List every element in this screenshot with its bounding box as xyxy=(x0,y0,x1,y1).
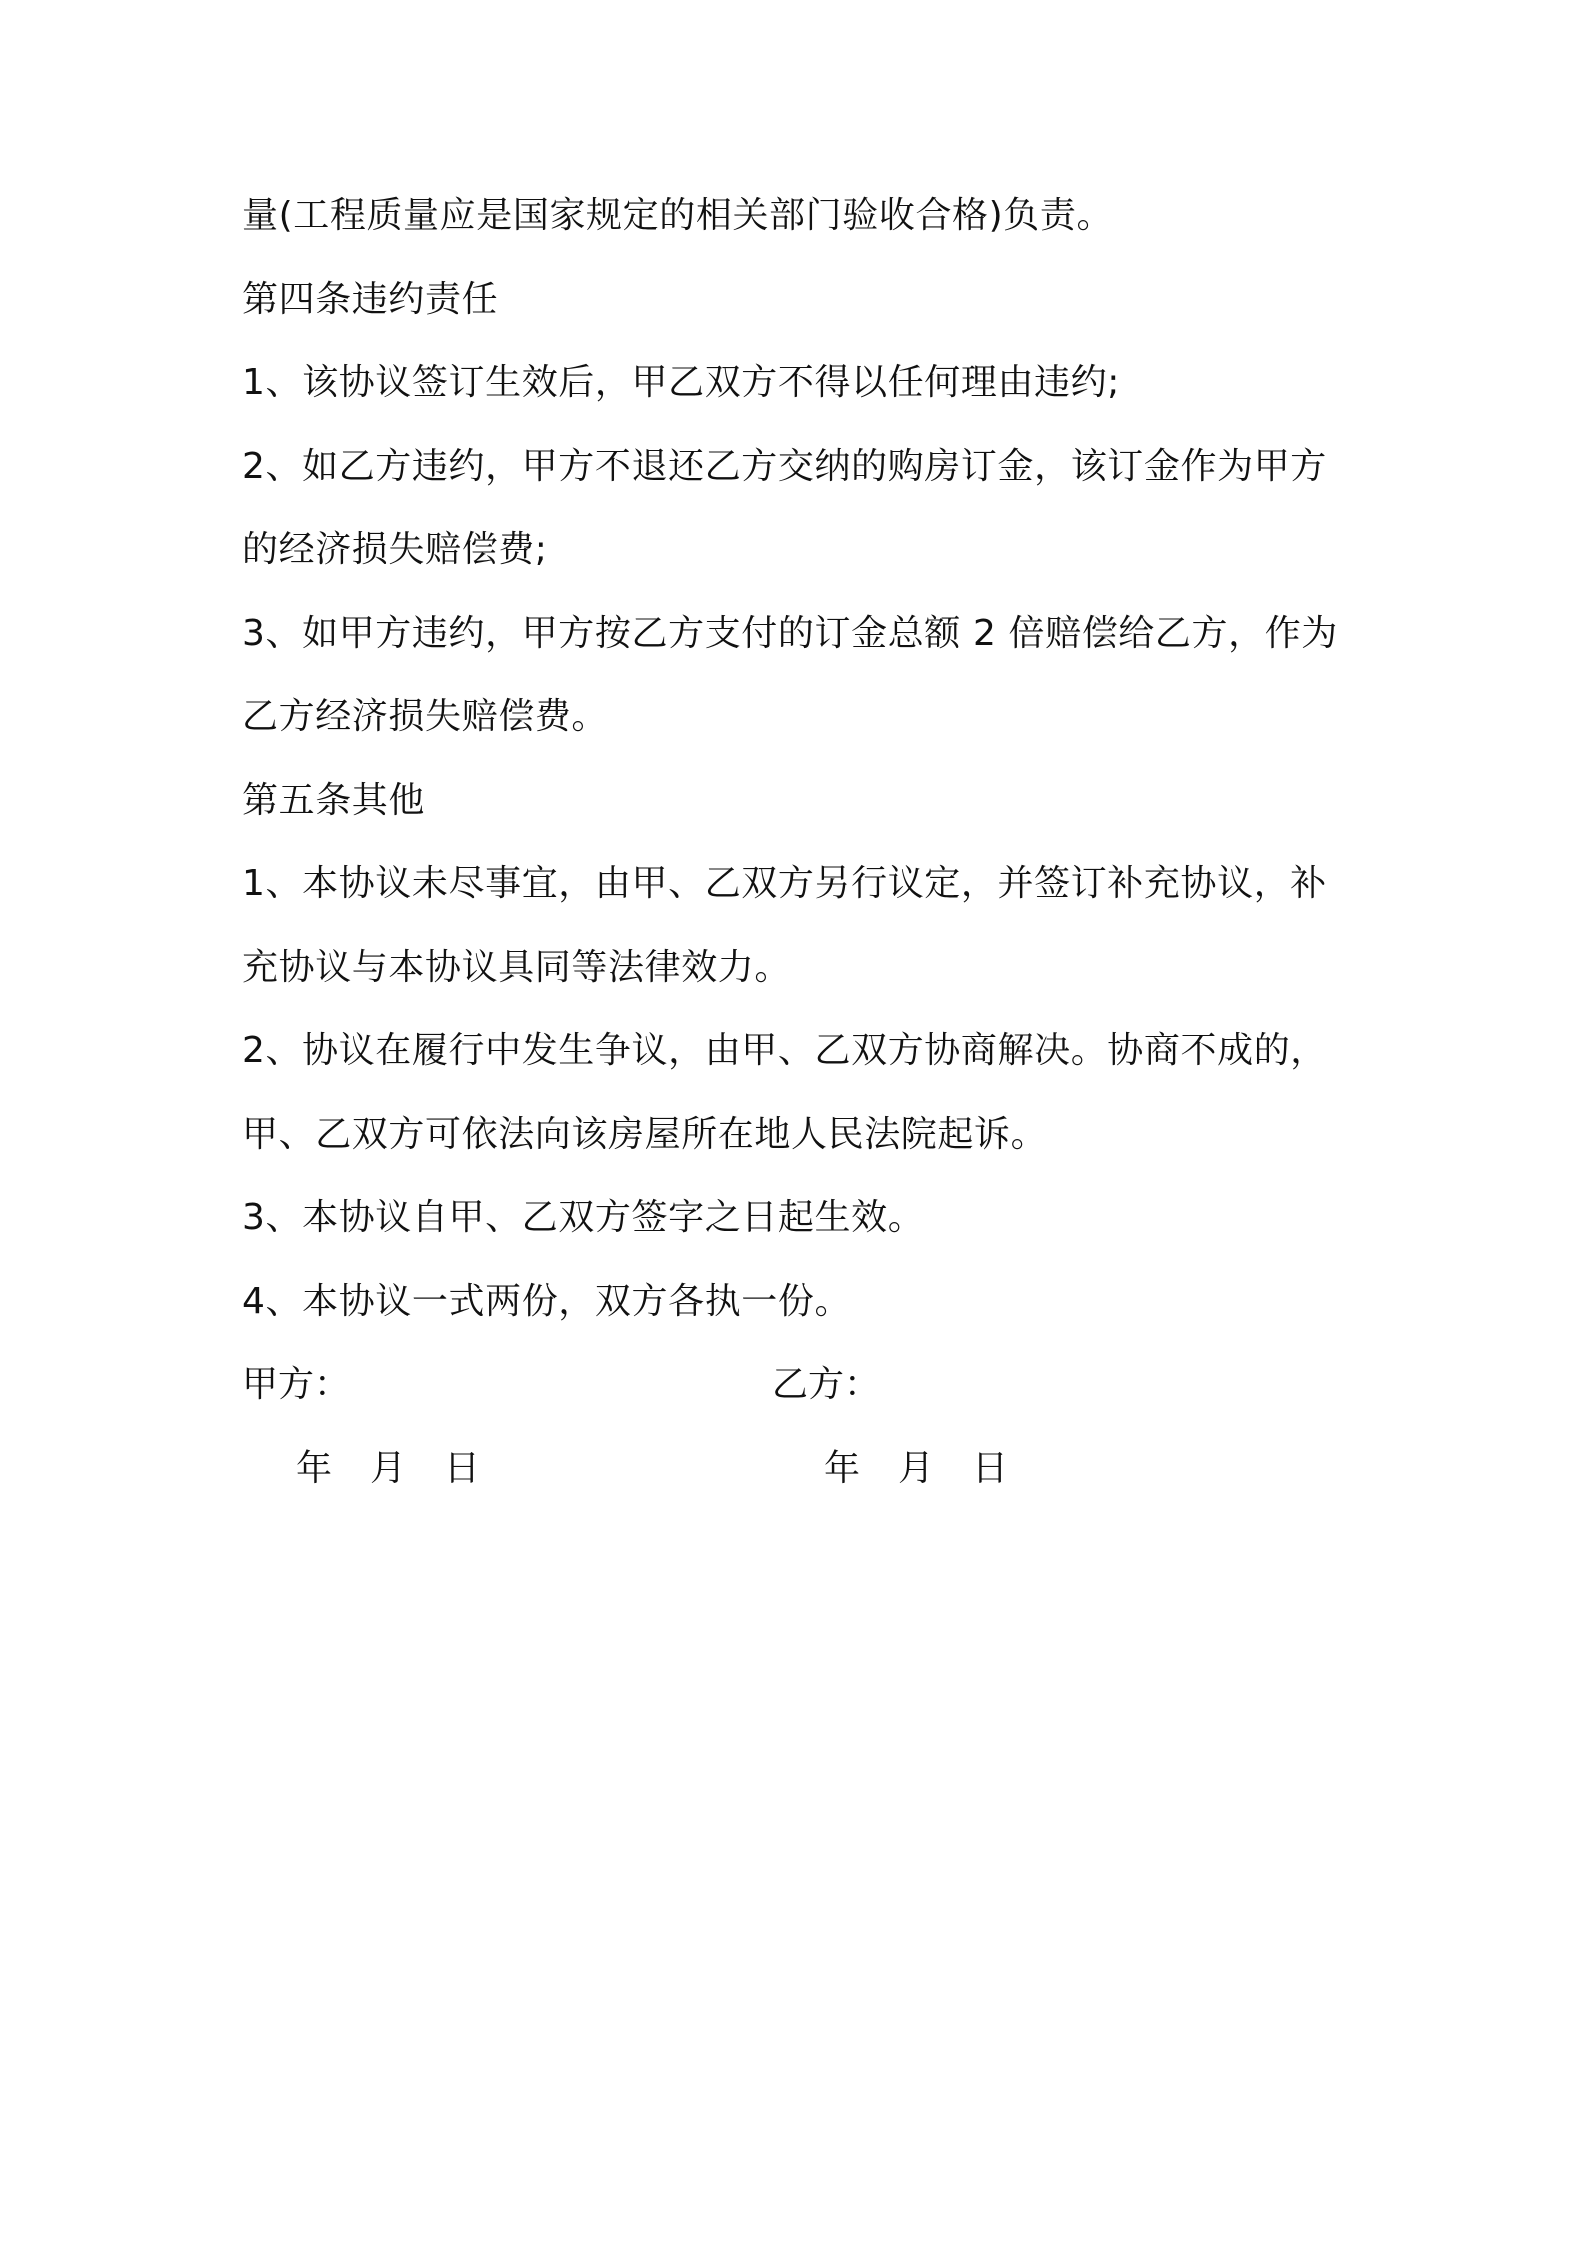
paragraph-line: 甲、乙双方可依法向该房屋所在地人民法院起诉。 xyxy=(242,1113,1048,1155)
month-label: 月 xyxy=(898,1447,935,1489)
party-b-label: 乙方： xyxy=(772,1364,881,1405)
section-heading-breach-liability: 第四条违约责任 xyxy=(242,278,499,320)
section-heading-other: 第五条其他 xyxy=(242,779,426,821)
party-b-date xyxy=(824,1449,1008,1489)
paragraph-line: 1、该协议签订生效后，甲乙双方不得以任何理由违约; xyxy=(242,362,1121,403)
paragraph-line: 乙方经济损失赔偿费。 xyxy=(242,696,609,737)
paragraph-line: 充协议与本协议具同等法律效力。 xyxy=(242,946,792,988)
paragraph-line: 2、如乙方违约，甲方不退还乙方交纳的购房订金，该订金作为甲方 xyxy=(242,445,1327,487)
paragraph-line: 2、协议在履行中发生争议，由甲、乙双方协商解决。协商不成的， xyxy=(242,1030,1327,1071)
day-label: 日 xyxy=(444,1447,481,1489)
year-label: 年 xyxy=(824,1447,861,1489)
day-label: 日 xyxy=(972,1447,1009,1489)
month-label: 月 xyxy=(370,1447,407,1489)
paragraph-line: 3、本协议自甲、乙双方签字之日起生效。 xyxy=(242,1197,925,1238)
document-body xyxy=(242,196,1362,1532)
paragraph-line: 量(工程质量应是国家规定的相关部门验收合格)负责。 xyxy=(242,195,1114,236)
paragraph-line: 3、如甲方违约，甲方按乙方支付的订金总额 2 倍赔偿给乙方，作为 xyxy=(242,612,1338,654)
date-row xyxy=(242,1449,1362,1489)
party-a-label: 甲方： xyxy=(242,1364,351,1405)
signature-row xyxy=(242,1365,1362,1405)
paragraph-line: 4、本协议一式两份，双方各执一份。 xyxy=(242,1280,852,1322)
year-label: 年 xyxy=(296,1447,333,1489)
party-a-date xyxy=(296,1449,480,1489)
paragraph-line: 1、本协议未尽事宜，由甲、乙双方另行议定，并签订补充协议，补 xyxy=(242,863,1327,904)
paragraph-line: 的经济损失赔偿费; xyxy=(242,529,548,570)
